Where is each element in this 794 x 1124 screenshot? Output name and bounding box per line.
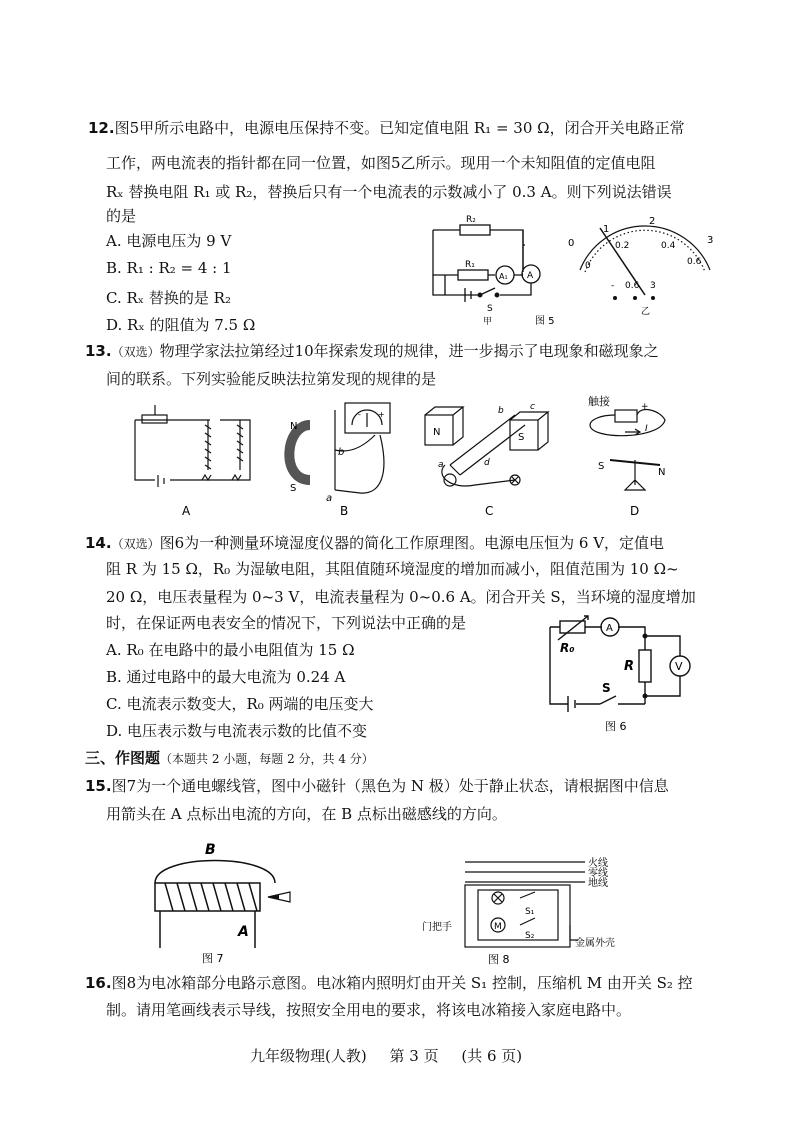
q14-line2: 阻 R 为 15 Ω，R₀ 为湿敏电阻，其阻值随环境湿度的增加而减小，阻值范围为 10 Ω~ bbox=[106, 560, 679, 578]
q13-figures bbox=[120, 395, 680, 525]
q14-line4: 时，在保证两电表安全的情况下，下列说法中正确的是 bbox=[106, 614, 467, 632]
fig7-caption: 图 7 bbox=[202, 952, 224, 965]
svg-text:S: S bbox=[290, 483, 297, 494]
svg-text:M: M bbox=[494, 922, 502, 932]
q14-option-a: A. R₀ 在电路中的最小电阻值为 15 Ω bbox=[106, 641, 355, 659]
svg-text:0.6: 0.6 bbox=[687, 257, 702, 267]
section-3-heading: 三、作图题（本题共 2 小题，每题 2 分，共 4 分） bbox=[85, 749, 374, 767]
svg-text:S₁: S₁ bbox=[525, 907, 535, 917]
svg-text:3: 3 bbox=[707, 235, 714, 246]
point-b-label: B bbox=[205, 842, 216, 858]
horseshoe-magnet-icon bbox=[289, 425, 310, 480]
svg-text:I: I bbox=[645, 424, 648, 434]
figure-13d-oersted bbox=[590, 410, 665, 490]
svg-text:a: a bbox=[326, 493, 333, 504]
battery-d-icon bbox=[615, 410, 637, 422]
footer-subject: 九年级物理(人教) bbox=[250, 1047, 367, 1065]
q15-line1: 15.图7为一个通电螺线管，图中小磁针（黑色为 N 极）处于静止状态，请根据图中信息 bbox=[85, 777, 669, 795]
svg-text:3: 3 bbox=[650, 281, 656, 291]
figure-5-circuit bbox=[433, 225, 540, 302]
svg-text:S: S bbox=[598, 461, 605, 472]
coil-left-icon bbox=[205, 420, 211, 470]
svg-text:+: + bbox=[378, 410, 385, 419]
svg-text:-: - bbox=[611, 281, 615, 291]
q12-option-a: A. 电源电压为 9 V bbox=[106, 232, 232, 250]
switch-6-icon bbox=[600, 696, 616, 704]
q12-line1: 12.图5甲所示电路中，电源电压保持不变。已知定值电阻 R₁ = 30 Ω，闭合开关电路正常 bbox=[88, 119, 685, 137]
q13-line2: 间的联系。下列实验能反映法拉第发现的规律的是 bbox=[106, 370, 437, 388]
q14-number: 14. bbox=[85, 534, 112, 552]
q14-option-c: C. 电流表示数变大，R₀ 两端的电压变大 bbox=[106, 695, 374, 713]
svg-text:0: 0 bbox=[585, 261, 591, 271]
q12-line2: 工作，两电流表的指针都在同一位置，如图5乙所示。现用一个未知阻值的定值电阻 bbox=[106, 154, 656, 172]
svg-text:b: b bbox=[338, 447, 345, 458]
q13-number: 13. bbox=[85, 342, 112, 360]
svg-text:-: - bbox=[358, 410, 361, 419]
figure-6 bbox=[540, 612, 730, 737]
svg-text:V: V bbox=[675, 660, 683, 673]
figure-5 bbox=[425, 210, 725, 330]
fig8-caption: 图 8 bbox=[488, 953, 510, 966]
figure-8 bbox=[420, 850, 720, 975]
r2-resistor bbox=[460, 225, 490, 235]
svg-text:S₂: S₂ bbox=[525, 931, 535, 941]
coil-right-icon bbox=[237, 420, 243, 470]
q12-option-b: B. R₁ : R₂ = 4 : 1 bbox=[106, 259, 232, 277]
q12-number: 12. bbox=[88, 119, 115, 137]
fig5-label-a: A bbox=[527, 271, 534, 281]
point-a-label: A bbox=[238, 924, 249, 940]
r-resistor bbox=[639, 650, 651, 682]
q13-option-b-label: B bbox=[340, 504, 349, 518]
svg-text:0.6: 0.6 bbox=[625, 281, 640, 291]
svg-text:c: c bbox=[530, 402, 535, 412]
q13-option-c-label: C bbox=[485, 504, 494, 518]
svg-text:a: a bbox=[438, 460, 444, 470]
figure-13c-apparatus bbox=[425, 407, 548, 486]
svg-text:零线: 零线 bbox=[588, 868, 608, 879]
footer-total-pages: (共 6 页) bbox=[461, 1047, 523, 1065]
q15-line2: 用箭头在 A 点标出电流的方向，在 B 点标出磁感线的方向。 bbox=[106, 805, 507, 823]
fig5-label-r1: R₁ bbox=[465, 260, 475, 270]
fig5-label-yi: 乙 bbox=[641, 307, 651, 317]
figure-6-circuit bbox=[550, 616, 690, 712]
q12-line4: 的是 bbox=[106, 207, 137, 225]
fridge-inner-circuit bbox=[478, 890, 558, 940]
svg-text:d: d bbox=[484, 458, 490, 468]
switch-s-icon bbox=[480, 288, 495, 295]
fridge-shell bbox=[465, 885, 570, 947]
svg-text:触接: 触接 bbox=[588, 395, 610, 408]
battery-6-icon bbox=[568, 696, 575, 712]
q14-option-b: B. 通过电路中的最大电流为 0.24 A bbox=[106, 668, 346, 686]
q14-line3: 20 Ω，电压表量程为 0~3 V，电流表量程为 0~0.6 A。闭合开关 S，当环境的湿度增加 bbox=[106, 588, 696, 606]
svg-text:2: 2 bbox=[649, 216, 656, 227]
q14-option-d: D. 电压表示数与电流表示数的比值不变 bbox=[106, 722, 368, 740]
household-lines bbox=[465, 862, 585, 882]
svg-text:0.4: 0.4 bbox=[661, 241, 676, 251]
door-handle-label: 门把手 bbox=[422, 922, 452, 933]
svg-text:A: A bbox=[606, 623, 613, 634]
r1-resistor bbox=[458, 270, 488, 280]
fig5-label-r2: R₂ bbox=[466, 215, 476, 225]
q15-number: 15. bbox=[85, 777, 112, 795]
svg-text:火线: 火线 bbox=[588, 858, 608, 869]
svg-text:0.2: 0.2 bbox=[615, 241, 630, 251]
svg-text:N: N bbox=[290, 421, 298, 432]
r0-resistor bbox=[560, 621, 585, 633]
q13-option-d-label: D bbox=[630, 504, 640, 518]
svg-text:R₀: R₀ bbox=[560, 641, 575, 655]
fig6-caption: 图 6 bbox=[605, 720, 627, 733]
svg-text:0: 0 bbox=[568, 238, 575, 249]
solenoid-icon bbox=[155, 861, 275, 949]
fridge-circuit bbox=[465, 885, 578, 947]
q16-line1: 16.图8为电冰箱部分电路示意图。电冰箱内照明灯由开关 S₁ 控制，压缩机 M 由开关 S₂ 控 bbox=[85, 974, 693, 992]
fig5-label-jia: 甲 bbox=[483, 317, 493, 327]
q13-line1: 13.（双选）物理学家法拉第经过10年探索发现的规律，进一步揭示了电现象和磁现象之 bbox=[85, 342, 659, 360]
svg-text:b: b bbox=[498, 406, 504, 416]
q12-line3: Rₓ 替换电阻 R₁ 或 R₂，替换后只有一个电流表的示数减小了 0.3 A。则下列说法错误 bbox=[106, 183, 672, 201]
svg-text:S: S bbox=[602, 681, 611, 695]
svg-text:+: + bbox=[641, 402, 649, 412]
q12-option-d: D. Rₓ 的阻值为 7.5 Ω bbox=[106, 316, 256, 334]
svg-text:N: N bbox=[658, 467, 666, 478]
svg-text:N: N bbox=[433, 427, 441, 438]
fig5-label-s: S bbox=[487, 304, 493, 314]
fig5-caption: 图 5 bbox=[535, 316, 555, 327]
svg-text:1: 1 bbox=[603, 224, 610, 235]
svg-text:地线: 地线 bbox=[588, 878, 608, 889]
figure-13a-electromagnets bbox=[135, 405, 250, 487]
q13-option-a-label: A bbox=[182, 504, 191, 518]
q16-number: 16. bbox=[85, 974, 112, 992]
battery-a-icon bbox=[158, 475, 164, 487]
fig5-label-a1: A₁ bbox=[499, 272, 508, 281]
q16-line2: 制。请用笔画线表示导线，按照安全用电的要求，将该电冰箱接入家庭电路中。 bbox=[106, 1001, 632, 1019]
q14-line1: 14.（双选）图6为一种测量环境湿度仪器的简化工作原理图。电源电压恒为 6 V，定值电 bbox=[85, 534, 665, 552]
figure-7 bbox=[140, 838, 310, 968]
metal-shell-label: 金属外壳 bbox=[575, 938, 615, 949]
page-footer bbox=[250, 1045, 522, 1066]
magnetic-field-arc bbox=[155, 861, 275, 884]
q12-option-c: C. Rₓ 替换的是 R₂ bbox=[106, 289, 231, 307]
footer-page-number: 第 3 页 bbox=[389, 1047, 439, 1065]
rheostat-icon bbox=[142, 415, 167, 423]
svg-text:S: S bbox=[518, 432, 525, 443]
svg-text:R: R bbox=[624, 659, 635, 674]
